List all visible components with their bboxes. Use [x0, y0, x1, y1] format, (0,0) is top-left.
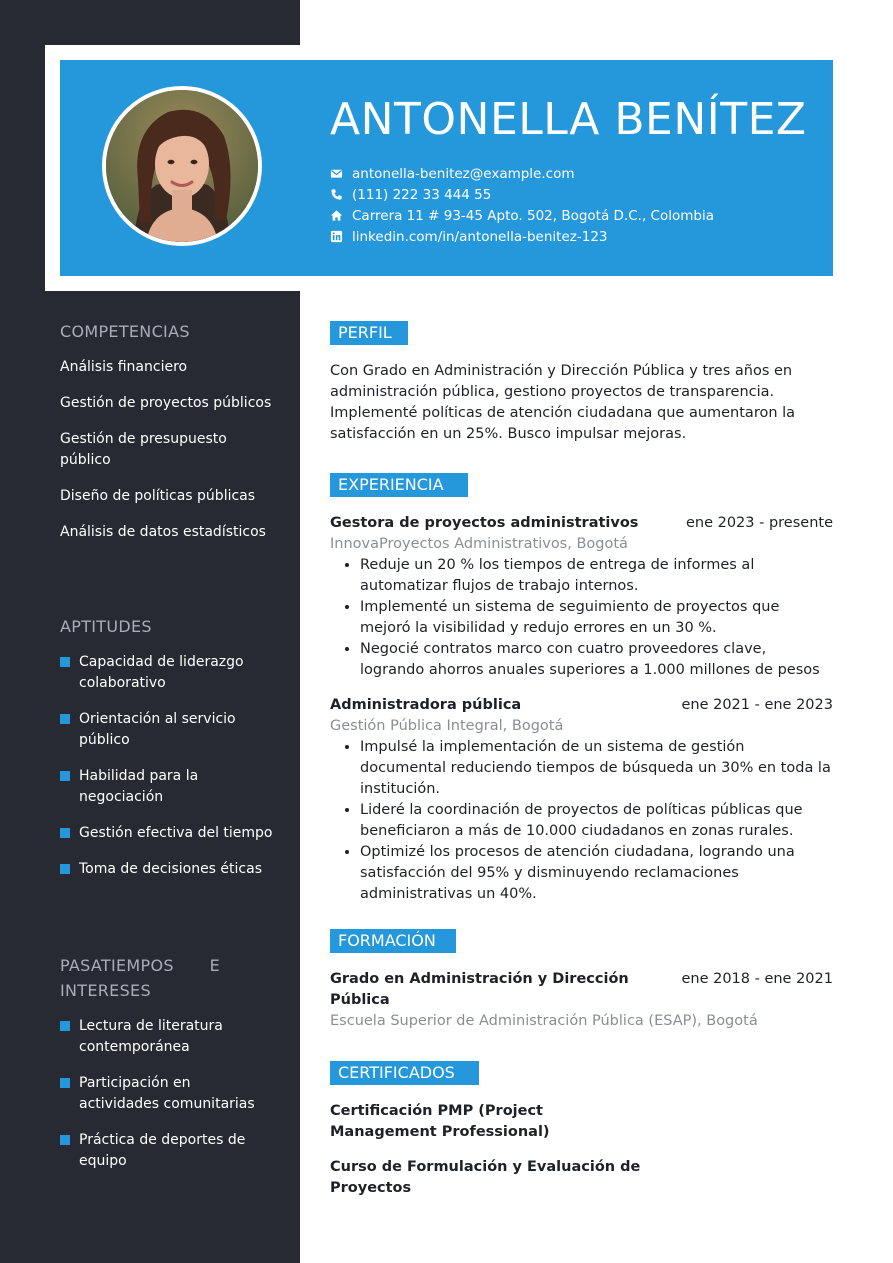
bullet-square-icon	[60, 714, 70, 724]
aptitud-label: Orientación al servicio público	[79, 711, 236, 748]
job-entry	[330, 695, 833, 905]
envelope-icon	[330, 167, 343, 180]
formacion-section	[330, 929, 833, 1032]
aptitud-item	[60, 652, 275, 694]
aptitud-label: Capacidad de liderazgo colaborativo	[79, 654, 244, 691]
job-bullet: • Negocié contratos marco con cuatro proveedores clave, logrando ahorros anuales superiores a 1.000 millones de pesos	[360, 639, 833, 681]
job-entry	[330, 513, 833, 681]
bullet-square-icon	[60, 828, 70, 838]
competencias-section	[60, 322, 275, 543]
bullet-square-icon	[60, 1078, 70, 1088]
competencia-item: Análisis financiero	[60, 359, 188, 375]
candidate-name: ANTONELLA BENÍTEZ	[330, 94, 807, 145]
pasatiempo-label: Lectura de literatura contemporánea	[79, 1018, 223, 1055]
job-header	[330, 513, 833, 534]
contact-address-text: Carrera 11 # 93-45 Apto. 502, Bogotá D.C., Colombia	[352, 207, 714, 224]
contact-address	[330, 205, 714, 226]
experiencia-title: EXPERIENCIA	[330, 473, 468, 497]
degree-date: ene 2018 - ene 2021	[681, 971, 833, 987]
aptitudes-section	[60, 617, 275, 880]
certificados-section	[330, 1061, 833, 1199]
pasatiempo-label: Participación en actividades comunitarias	[79, 1075, 255, 1112]
formacion-title: FORMACIÓN	[330, 929, 456, 953]
pasatiempo-label: Práctica de deportes de equipo	[79, 1132, 246, 1169]
job-bullet: • Impulsé la implementación de un sistema de gestión documental reduciendo tiempos de búsqueda un 30% en toda la institución.	[360, 737, 833, 800]
degree-header	[330, 969, 833, 1011]
competencia-item: Gestión de proyectos públicos	[60, 395, 272, 411]
job-bullets	[330, 737, 833, 905]
competencia-item: Diseño de políticas públicas	[60, 488, 256, 504]
certificado-item: Curso de Formulación y Evaluación de Proyectos	[330, 1159, 641, 1196]
aptitud-item	[60, 823, 275, 844]
job-bullet: • Lideré la coordinación de proyectos de políticas públicas que beneficiaron a más de 10.000 ciudadanos en zonas rurales.	[360, 800, 833, 842]
job-header	[330, 695, 833, 716]
degree-school: Escuela Superior de Administración Pública (ESAP), Bogotá	[330, 1013, 758, 1029]
pasatiempos-list	[60, 1016, 275, 1172]
pasatiempo-item	[60, 1073, 275, 1115]
aptitud-label: Habilidad para la negociación	[79, 768, 199, 805]
aptitud-item	[60, 859, 275, 880]
bullet-square-icon	[60, 1135, 70, 1145]
competencia-item: Gestión de presupuesto público	[60, 431, 227, 468]
aptitud-label: Gestión efectiva del tiempo	[79, 825, 273, 841]
pasatiempo-item	[60, 1130, 275, 1172]
job-bullet: • Implementé un sistema de seguimiento de proyectos que mejoró la visibilidad y redujo errores en un 30 %.	[360, 597, 833, 639]
certificados-title: CERTIFICADOS	[330, 1061, 479, 1085]
aptitud-item	[60, 766, 275, 808]
pasatiempos-section	[60, 953, 220, 1003]
pasatiempos-title: PASATIEMPOS E INTERESES	[60, 956, 220, 1000]
contact-email[interactable]	[330, 163, 714, 184]
linkedin-icon	[330, 230, 343, 243]
contact-list	[330, 163, 714, 247]
experiencia-section	[330, 473, 833, 905]
profile-photo	[102, 86, 262, 246]
aptitud-item	[60, 709, 275, 751]
degree-title: Grado en Administración y Dirección Pública	[330, 971, 629, 1008]
aptitud-label: Toma de decisiones éticas	[79, 861, 262, 877]
pasatiempo-item	[60, 1016, 275, 1058]
certificado-item: Certificación PMP (Project Management Professional)	[330, 1103, 550, 1140]
competencias-title: COMPETENCIAS	[60, 322, 190, 341]
perfil-title: PERFIL	[330, 321, 408, 345]
contact-email-text: antonella-benitez@example.com	[352, 165, 575, 182]
contact-phone-text: (111) 222 33 444 55	[352, 186, 492, 203]
job-org: InnovaProyectos Administrativos, Bogotá	[330, 536, 628, 552]
bullet-square-icon	[60, 864, 70, 874]
aptitudes-title: APTITUDES	[60, 617, 152, 636]
contact-phone[interactable]	[330, 184, 714, 205]
bullet-square-icon	[60, 1021, 70, 1031]
contact-linkedin[interactable]	[330, 226, 714, 247]
perfil-text: Con Grado en Administración y Dirección Pública y tres años en administración pública, gestiono proyectos de transparencia. Implementé políticas de atención ciudadana que aumentaron la satisfacción en un 25%. Busco impulsar mejoras.	[330, 363, 796, 442]
job-bullets	[330, 555, 833, 681]
job-role: Administradora pública	[330, 697, 522, 713]
bullet-square-icon	[60, 657, 70, 667]
competencia-item: Análisis de datos estadísticos	[60, 524, 266, 540]
job-org: Gestión Pública Integral, Bogotá	[330, 718, 564, 734]
job-date: ene 2021 - ene 2023	[681, 697, 833, 713]
home-icon	[330, 209, 343, 222]
job-date: ene 2023 - presente	[685, 515, 833, 531]
perfil-section	[330, 321, 833, 445]
job-role: Gestora de proyectos administrativos	[330, 515, 639, 531]
bullet-square-icon	[60, 771, 70, 781]
job-bullet: • Reduje un 20 % los tiempos de entrega de informes al automatizar flujos de trabajo internos.	[360, 555, 833, 597]
contact-linkedin-text: linkedin.com/in/antonella-benitez-123	[352, 228, 608, 245]
job-bullet: • Optimizé los procesos de atención ciudadana, logrando una satisfacción del 95% y disminuyendo reclamaciones administrativas un 40%.	[360, 842, 833, 905]
phone-icon	[330, 188, 343, 201]
